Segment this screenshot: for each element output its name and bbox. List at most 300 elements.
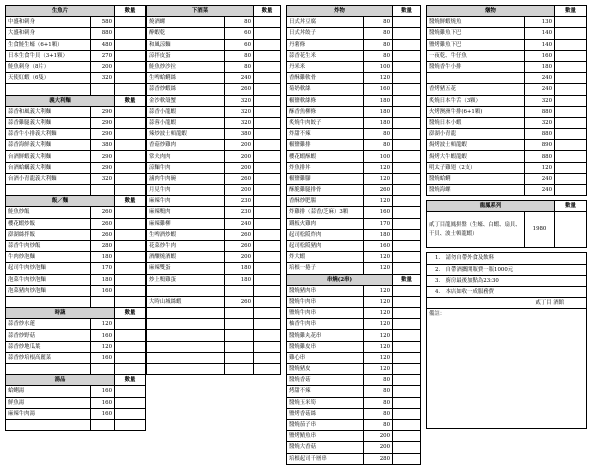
qty-header: 數量 xyxy=(115,6,146,17)
item-price: 80 xyxy=(364,419,393,430)
qty-input[interactable] xyxy=(555,140,587,151)
menu-item-row xyxy=(147,263,281,274)
item-name: 醬燒香菇 xyxy=(287,375,364,386)
qty-input[interactable] xyxy=(254,330,281,341)
qty-input[interactable] xyxy=(115,39,146,50)
menu-item-row xyxy=(287,39,421,50)
qty-input[interactable] xyxy=(254,185,281,196)
qty-input[interactable] xyxy=(115,296,146,307)
item-price: 120 xyxy=(364,263,393,274)
qty-input[interactable] xyxy=(555,28,587,39)
qty-input[interactable] xyxy=(115,84,146,95)
item-price: 120 xyxy=(364,352,393,363)
qty-input[interactable] xyxy=(393,61,421,72)
note-text: 2. 自帶酒攜開瓶費一瓶1000元 xyxy=(427,264,587,275)
item-name: 炙燒牛肉餃子 xyxy=(287,117,364,128)
qty-input[interactable] xyxy=(393,185,421,196)
menu-item-row xyxy=(147,218,281,229)
item-name: 醬燒雞丸花串 xyxy=(287,330,364,341)
qty-input[interactable] xyxy=(393,84,421,95)
menu-item-row xyxy=(427,140,587,151)
qty-input[interactable] xyxy=(393,229,421,240)
item-price: 260 xyxy=(91,218,115,229)
qty-input[interactable] xyxy=(254,308,281,319)
item-name: 蒜香牛小排義大利麵 xyxy=(6,129,91,140)
qty-input[interactable] xyxy=(115,285,146,296)
menu-item-row xyxy=(287,173,421,184)
menu-item-row xyxy=(6,386,146,397)
menu-item-row xyxy=(147,17,281,28)
menu-item-row xyxy=(287,296,421,307)
qty-input[interactable] xyxy=(555,173,587,184)
qty-input[interactable] xyxy=(254,341,281,352)
qty-input[interactable] xyxy=(555,129,587,140)
item-price: 290 xyxy=(91,151,115,162)
item-price: 200 xyxy=(225,140,254,151)
menu-item-row xyxy=(287,207,421,218)
item-name: 醬燒玉米筍 xyxy=(287,397,364,408)
qty-input[interactable] xyxy=(393,408,421,419)
qty-input[interactable] xyxy=(393,341,421,352)
qty-input[interactable] xyxy=(393,218,421,229)
qty-input[interactable] xyxy=(115,252,146,263)
menu-item-row xyxy=(6,28,146,39)
menu-item-row xyxy=(287,185,421,196)
qty-input[interactable] xyxy=(555,151,587,162)
qty-input[interactable] xyxy=(393,117,421,128)
item-name: 月見牛肉 xyxy=(147,185,225,196)
qty-input[interactable] xyxy=(555,73,587,84)
blank-row xyxy=(147,352,281,363)
qty-input[interactable] xyxy=(254,28,281,39)
qty-input[interactable] xyxy=(254,162,281,173)
qty-input[interactable] xyxy=(393,106,421,117)
item-name: 蒜香炒蝦絲 xyxy=(147,84,225,95)
item-price: 160 xyxy=(364,207,393,218)
qty-input[interactable] xyxy=(115,330,146,341)
qty-input[interactable] xyxy=(115,207,146,218)
menu-item-row xyxy=(147,229,281,240)
qty-input[interactable] xyxy=(555,17,587,28)
item-name: 培根一捲子 xyxy=(287,263,364,274)
item-price: 80 xyxy=(364,129,393,140)
qty-header: 數量 xyxy=(555,201,587,212)
menu-item-row xyxy=(287,229,421,240)
qty-input[interactable] xyxy=(555,84,587,95)
qty-input[interactable] xyxy=(254,252,281,263)
menu-item-row xyxy=(287,218,421,229)
qty-input[interactable] xyxy=(115,106,146,117)
column-2 xyxy=(146,5,281,375)
qty-input[interactable] xyxy=(393,50,421,61)
item-name: 牛肉炒泡麵 xyxy=(6,252,91,263)
item-name: 辣炒波士頓龍蝦 xyxy=(147,129,225,140)
menu-item-row xyxy=(147,106,281,117)
menu-item-row xyxy=(147,73,281,84)
item-name: 泡菜豬肉炒泡麵 xyxy=(6,285,91,296)
item-name: 醬燒豬皮 xyxy=(287,364,364,375)
qty-input[interactable] xyxy=(393,140,421,151)
qty-input[interactable] xyxy=(393,28,421,39)
qty-input[interactable] xyxy=(115,28,146,39)
item-price: 120 xyxy=(364,173,393,184)
menu-item-row xyxy=(287,397,421,408)
qty-input[interactable] xyxy=(254,50,281,61)
item-name: 涼拌皮蛋 xyxy=(147,50,225,61)
menu-item-row xyxy=(6,50,146,61)
item-price: 240 xyxy=(525,173,555,184)
qty-input[interactable] xyxy=(393,129,421,140)
qty-input[interactable] xyxy=(393,431,421,442)
qty-input[interactable] xyxy=(555,50,587,61)
item-name xyxy=(147,285,225,296)
menu-item-row xyxy=(6,61,146,72)
qty-header: 數量 xyxy=(555,6,587,17)
menu-item-row xyxy=(427,173,587,184)
qty-input[interactable] xyxy=(393,397,421,408)
qty-input[interactable] xyxy=(393,352,421,363)
qty-input[interactable] xyxy=(555,162,587,173)
item-price: 160 xyxy=(91,408,115,419)
item-name: 生啤酒炒蝦 xyxy=(147,229,225,240)
item-price: 60 xyxy=(225,28,254,39)
qty-input[interactable] xyxy=(115,319,146,330)
qty-input[interactable] xyxy=(393,95,421,106)
item-price: 80 xyxy=(364,375,393,386)
menu-item-row xyxy=(427,106,587,117)
menu-item-row xyxy=(287,364,421,375)
qty-input[interactable] xyxy=(393,453,421,464)
section-header-set xyxy=(427,201,587,212)
item-name: 泡菜牛肉炒泡麵 xyxy=(6,274,91,285)
blank-row xyxy=(6,84,146,95)
item-price: 180 xyxy=(364,229,393,240)
menu-item-row xyxy=(147,252,281,263)
item-price: 180 xyxy=(91,252,115,263)
item-name: 和風涼麵 xyxy=(147,39,225,50)
menu-item-row xyxy=(287,106,421,117)
qty-input[interactable] xyxy=(393,151,421,162)
item-name: 炸大蝦 xyxy=(287,252,364,263)
blank-row xyxy=(6,364,146,375)
qty-input[interactable] xyxy=(555,95,587,106)
qty-input[interactable] xyxy=(555,117,587,128)
item-name: 醬燒雞皮串 xyxy=(287,341,364,352)
item-price: 260 xyxy=(225,229,254,240)
item-name: 蒜香牛肉炒飯 xyxy=(6,240,91,251)
qty-input[interactable] xyxy=(115,397,146,408)
item-price: 880 xyxy=(525,129,555,140)
qty-input[interactable] xyxy=(393,319,421,330)
item-name: 酒釀燒酒蝦 xyxy=(147,252,225,263)
item-name: 麻辣鴨肉 xyxy=(147,207,225,218)
menu-item-row xyxy=(427,185,587,196)
item-name: 櫻花蝦炒飯 xyxy=(6,218,91,229)
item-price: 280 xyxy=(364,453,393,464)
qty-input[interactable] xyxy=(254,274,281,285)
qty-input[interactable] xyxy=(115,73,146,84)
item-name: 天使紅蝦（6隻） xyxy=(6,73,91,84)
item-name: 醉蝦乾 xyxy=(147,28,225,39)
menu-item-row xyxy=(6,218,146,229)
item-name: 酥脆雞腿排骨 xyxy=(287,185,364,196)
qty-input[interactable] xyxy=(254,263,281,274)
item-price: 180 xyxy=(364,95,393,106)
blank-cell xyxy=(147,330,225,341)
item-price: 100 xyxy=(364,151,393,162)
qty-input[interactable] xyxy=(254,95,281,106)
note-row xyxy=(427,253,587,264)
item-name: 滷肉牛肉碗 xyxy=(147,173,225,184)
item-price: 880 xyxy=(525,106,555,117)
item-name: 香烤豬五花 xyxy=(427,84,525,95)
qty-input[interactable] xyxy=(393,162,421,173)
qty-input[interactable] xyxy=(393,419,421,430)
qty-input[interactable] xyxy=(393,386,421,397)
menu-item-row xyxy=(147,162,281,173)
item-name: 炸魚排丼 xyxy=(287,162,364,173)
qty-input[interactable] xyxy=(555,39,587,50)
item-price: 290 xyxy=(91,117,115,128)
menu-item-row xyxy=(287,341,421,352)
section-header-stewed xyxy=(427,6,587,17)
item-name: 明太子雞翅（2支） xyxy=(427,162,525,173)
qty-input[interactable] xyxy=(393,330,421,341)
qty-input[interactable] xyxy=(254,240,281,251)
blank-cell xyxy=(91,296,115,307)
item-price: 200 xyxy=(364,431,393,442)
qty-input[interactable] xyxy=(555,106,587,117)
item-name: 常夫肉肉 xyxy=(147,151,225,162)
item-price: 270 xyxy=(91,50,115,61)
menu-item-row xyxy=(6,207,146,218)
qty-input[interactable] xyxy=(254,218,281,229)
qty-input[interactable] xyxy=(555,185,587,196)
menu-item-row xyxy=(147,95,281,106)
qty-input[interactable] xyxy=(254,229,281,240)
qty-header: 數量 xyxy=(115,308,146,319)
menu-item-row xyxy=(427,73,587,84)
qty-input[interactable] xyxy=(115,218,146,229)
qty-input[interactable] xyxy=(115,117,146,128)
menu-item-row xyxy=(6,173,146,184)
qty-input[interactable] xyxy=(393,308,421,319)
qty-input[interactable] xyxy=(393,73,421,84)
item-price: 180 xyxy=(91,274,115,285)
qty-input[interactable] xyxy=(393,196,421,207)
qty-input[interactable] xyxy=(254,207,281,218)
section-header-soup xyxy=(6,375,146,386)
item-name: 蒜香炒地瓜葉 xyxy=(6,341,91,352)
item-name: 蒜香和風義大利麵 xyxy=(6,106,91,117)
qty-input[interactable] xyxy=(254,151,281,162)
item-price: 120 xyxy=(525,162,555,173)
qty-header: 數量 xyxy=(393,6,421,17)
section-title: 龍鳳系列 xyxy=(427,201,555,212)
menu-item-row xyxy=(6,106,146,117)
qty-input[interactable] xyxy=(115,162,146,173)
qty-header: 數量 xyxy=(115,375,146,386)
blank-cell xyxy=(91,419,115,430)
qty-input[interactable] xyxy=(115,341,146,352)
qty-input[interactable] xyxy=(254,296,281,307)
menu-item-row xyxy=(147,274,281,285)
remarks-label: 備註： xyxy=(427,309,587,429)
qty-input[interactable] xyxy=(254,319,281,330)
menu-item-row xyxy=(6,17,146,28)
menu-item-row xyxy=(427,151,587,162)
column-3-table xyxy=(287,6,421,465)
qty-input[interactable] xyxy=(393,364,421,375)
qty-input[interactable] xyxy=(115,352,146,363)
qty-input[interactable] xyxy=(393,17,421,28)
qty-input[interactable] xyxy=(115,274,146,285)
qty-input[interactable] xyxy=(254,17,281,28)
qty-input[interactable] xyxy=(393,173,421,184)
item-name: 醬燒蛤蜊 xyxy=(427,173,525,184)
menu-item-row xyxy=(427,61,587,72)
section-header-stirfry xyxy=(6,308,146,319)
qty-input[interactable] xyxy=(115,419,146,430)
qty-input[interactable] xyxy=(115,229,146,240)
item-price: 200 xyxy=(364,442,393,453)
item-name: 香酥雞軟骨 xyxy=(287,73,364,84)
item-price: 80 xyxy=(364,17,393,28)
qty-input[interactable] xyxy=(115,185,146,196)
item-price: 160 xyxy=(91,285,115,296)
item-price: 320 xyxy=(525,117,555,128)
item-price: 160 xyxy=(91,330,115,341)
qty-input[interactable] xyxy=(115,408,146,419)
section-title: 下酒菜 xyxy=(147,6,254,17)
menu-item-row xyxy=(147,84,281,95)
menu-item-row xyxy=(287,240,421,251)
blank-cell xyxy=(225,341,254,352)
qty-input[interactable] xyxy=(393,285,421,296)
menu-item-row xyxy=(287,84,421,95)
item-price: 480 xyxy=(91,39,115,50)
menu-item-row xyxy=(6,252,146,263)
qty-input[interactable] xyxy=(254,106,281,117)
item-name: 起司松阪炸肉 xyxy=(287,229,364,240)
qty-input[interactable] xyxy=(393,252,421,263)
qty-input[interactable] xyxy=(393,375,421,386)
item-price: 260 xyxy=(364,185,393,196)
qty-input[interactable] xyxy=(115,17,146,28)
qty-input[interactable] xyxy=(115,173,146,184)
qty-input[interactable] xyxy=(115,50,146,61)
qty-input[interactable] xyxy=(254,352,281,363)
item-price: 120 xyxy=(364,364,393,375)
item-name: 椒鹽軟絲條 xyxy=(287,95,364,106)
menu-item-row xyxy=(6,319,146,330)
item-name: 鹽燒牛肉串 xyxy=(287,308,364,319)
item-name: 燒酒螺 xyxy=(147,17,225,28)
item-price: 120 xyxy=(364,296,393,307)
menu-item-row xyxy=(147,129,281,140)
menu-item-row xyxy=(6,140,146,151)
item-name: 香酥炒肥腸 xyxy=(287,196,364,207)
item-name: 鮭魚炒沙拉 xyxy=(147,61,225,72)
qty-input[interactable] xyxy=(254,140,281,151)
item-price: 260 xyxy=(225,240,254,251)
qty-input[interactable] xyxy=(393,296,421,307)
menu-item-row xyxy=(6,162,146,173)
qty-input[interactable] xyxy=(115,386,146,397)
qty-input[interactable] xyxy=(115,129,146,140)
qty-input[interactable] xyxy=(393,240,421,251)
qty-input[interactable] xyxy=(254,173,281,184)
qty-input[interactable] xyxy=(254,61,281,72)
qty-input[interactable] xyxy=(393,39,421,50)
qty-input[interactable] xyxy=(115,140,146,151)
set-price: 1980 xyxy=(525,212,555,248)
item-name: 醬燒豬肉串 xyxy=(287,285,364,296)
section-title: 時蔬 xyxy=(6,308,115,319)
blank-cell xyxy=(225,364,254,375)
item-name: 生食鮭生蠔（6+1顆） xyxy=(6,39,91,50)
qty-input[interactable] xyxy=(254,364,281,375)
item-name: 醬燒海螺 xyxy=(427,185,525,196)
item-price: 240 xyxy=(525,185,555,196)
item-price: 120 xyxy=(364,285,393,296)
qty-input[interactable] xyxy=(393,442,421,453)
qty-input[interactable] xyxy=(393,207,421,218)
item-price: 160 xyxy=(525,50,555,61)
item-name: 鮮魚湯 xyxy=(6,397,91,408)
item-name: 焗烤波士頓龍蝦 xyxy=(427,140,525,151)
qty-input[interactable] xyxy=(254,39,281,50)
qty-input[interactable] xyxy=(115,364,146,375)
item-price: 280 xyxy=(91,240,115,251)
qty-input[interactable] xyxy=(555,61,587,72)
note-text: 3. 廚房最後加點為23:30 xyxy=(427,275,587,286)
qty-input[interactable] xyxy=(254,117,281,128)
qty-input[interactable] xyxy=(254,285,281,296)
qty-input[interactable] xyxy=(115,151,146,162)
section-header-fried xyxy=(287,6,421,17)
menu-item-row xyxy=(6,151,146,162)
blank-cell xyxy=(147,364,225,375)
qty-input[interactable] xyxy=(115,240,146,251)
qty-input[interactable] xyxy=(254,129,281,140)
item-name: 醬燒茄子串 xyxy=(287,419,364,430)
qty-input[interactable] xyxy=(254,84,281,95)
qty-input[interactable] xyxy=(555,212,587,248)
qty-input[interactable] xyxy=(115,61,146,72)
item-name: 澎湖絲拌飯 xyxy=(6,229,91,240)
item-name: 大時山城絲蝦 xyxy=(147,296,225,307)
qty-input[interactable] xyxy=(254,73,281,84)
item-name: 菊奶軟絲 xyxy=(287,84,364,95)
item-name: 起司牛肉炒泡麵 xyxy=(6,263,91,274)
item-price: 80 xyxy=(364,397,393,408)
item-name: 櫻花蝦酥蝦 xyxy=(287,151,364,162)
qty-input[interactable] xyxy=(254,196,281,207)
qty-header: 數量 xyxy=(393,274,421,285)
qty-input[interactable] xyxy=(115,263,146,274)
item-name: 蒜香炒野菇 xyxy=(6,330,91,341)
blank-cell xyxy=(147,319,225,330)
qty-input[interactable] xyxy=(393,263,421,274)
menu-item-row xyxy=(287,319,421,330)
item-name: 台酒蛤蠣義大利麵 xyxy=(6,162,91,173)
menu-item-row xyxy=(427,117,587,128)
item-price: 100 xyxy=(364,61,393,72)
item-name: 蒜蓉小龍蝦 xyxy=(147,117,225,128)
item-price: 240 xyxy=(225,73,254,84)
item-price: 290 xyxy=(91,162,115,173)
